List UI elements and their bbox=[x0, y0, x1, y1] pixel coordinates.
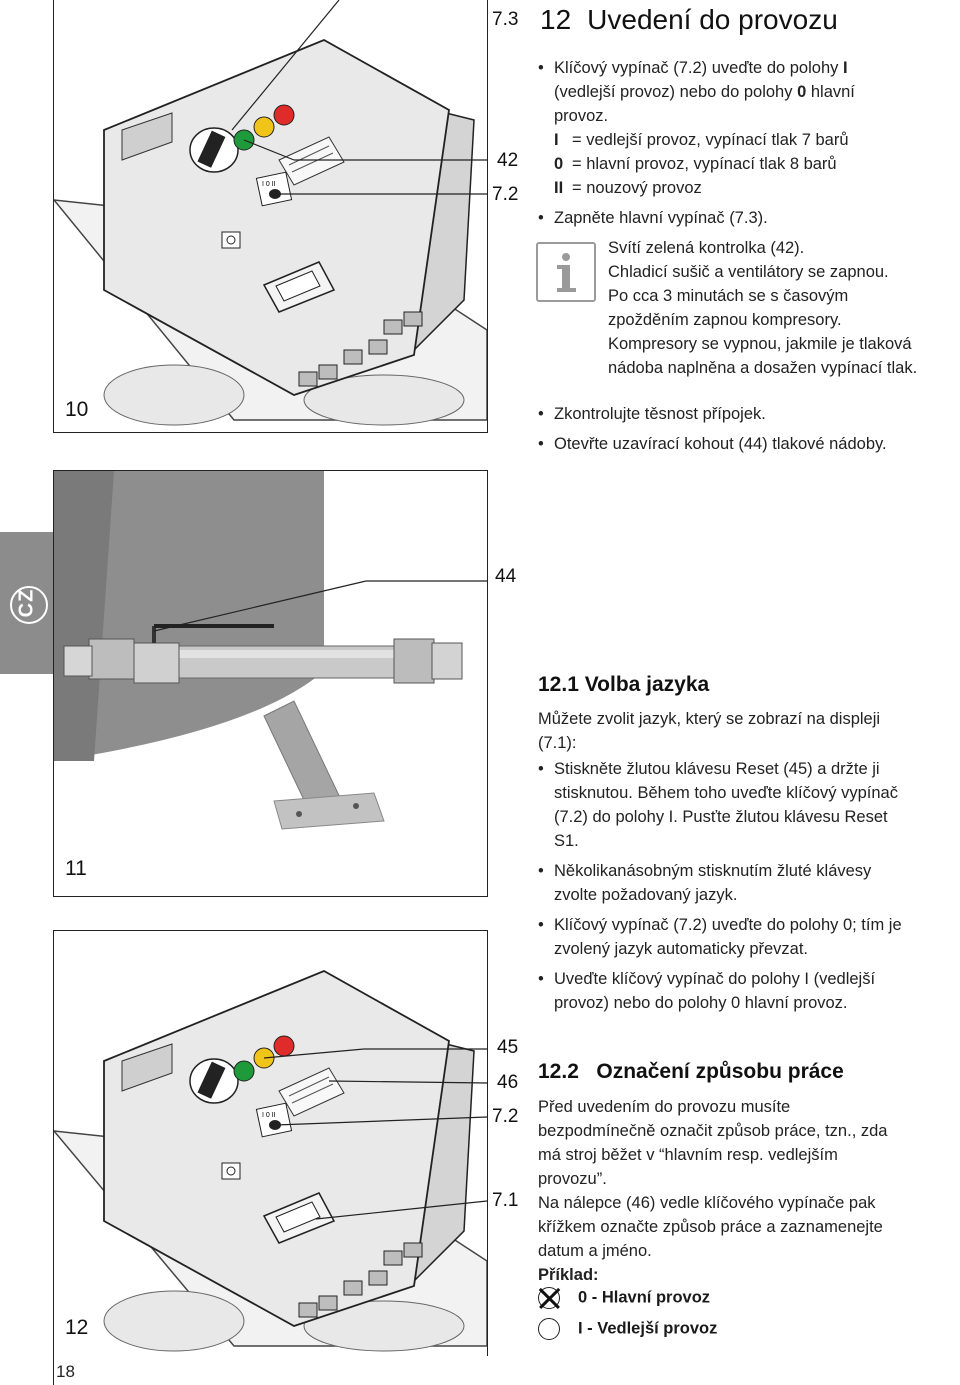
callout-7-2-top: 7.2 bbox=[492, 184, 519, 205]
bullet1-line3: provoz. bbox=[554, 107, 609, 125]
figure-11 bbox=[53, 470, 488, 897]
svg-text:I 0 II: I 0 II bbox=[262, 181, 276, 188]
tank-valve-photo bbox=[54, 471, 487, 896]
section-12-number: 12 bbox=[540, 4, 572, 35]
bullet1-key-i: I bbox=[842, 59, 848, 77]
bullet-key-switch bbox=[538, 56, 948, 200]
mode-row-0: 0 = hlavní provoz, vypínací tlak 8 barů bbox=[554, 155, 837, 173]
callout-7-2-bottom: 7.2 bbox=[492, 1106, 519, 1127]
page-number: 18 bbox=[56, 1362, 75, 1381]
bullet1-key-0: 0 bbox=[797, 83, 807, 101]
info-icon bbox=[536, 242, 596, 302]
figure-10-number: 10 bbox=[65, 398, 89, 421]
bullet1-line2: (vedlejší provoz) nebo do polohy bbox=[554, 83, 793, 101]
control-cabinet-illustration bbox=[54, 0, 487, 432]
bullet-main-switch: • Zapněte hlavní vypínač (7.3). bbox=[538, 206, 948, 230]
callout-7-1: 7.1 bbox=[492, 1190, 519, 1211]
bullet-reset-key: • Stiskněte žlutou klávesu Reset (45) a držte ji stisknutou. Během toho uveďte klíčový vypínač (7.2) do polohy I. Pusťte žlutou klávesu Reset S1. bbox=[538, 757, 953, 853]
mode-row-ii: II = nouzový provoz bbox=[554, 179, 702, 197]
section-12-title: Uvedení do provozu bbox=[587, 4, 838, 35]
section-12-heading bbox=[540, 4, 838, 36]
section-12-2-body: Před uvedením do provozu musíte bezpodmínečně označit způsob práce, tzn., zda má stroj běžet v “hlavním resp. vedlejším provozu”. Na nálepce (46) vedle klíčového vypínače pak křížkem označte způsob práce a zaznamenejte datum a jméno. Příklad: bbox=[538, 1095, 953, 1287]
section-12-body bbox=[538, 56, 948, 236]
section-12-body-2 bbox=[538, 402, 948, 462]
figure-12 bbox=[53, 930, 488, 1356]
section-12-2-title: Označení způsobu práce bbox=[596, 1060, 844, 1083]
section-12-1-body: Můžete zvolit jazyk, který se zobrazí na displeji (7.1): • Stiskněte žlutou klávesu Reset (45) a držte ji stisknutou. Během toho uveďte klíčový vypínač (7.2) do polohy I. Pusťte žlutou klávesu Reset S1. • Několikanásobným stisknutím žluté klávesy zvolte požadovaný jazyk. • Klíčový vypínač (7.2) uveďte do polohy 0; tím je zvolený jazyk automaticky převzat. • Uveďte klíčový vypínač do polohy I (vedlejší provoz) nebo do polohy 0 hlavní provoz. bbox=[538, 707, 953, 1021]
bullet-select-language: • Několikanásobným stisknutím žluté klávesy zvolte požadovaný jazyk. bbox=[538, 859, 953, 907]
bullet1-line1: Klíčový vypínač (7.2) uveďte do polohy bbox=[554, 59, 839, 77]
section-12-2-number: 12.2 bbox=[538, 1060, 579, 1083]
svg-text:I 0 II: I 0 II bbox=[262, 1112, 276, 1119]
control-cabinet-illustration-2 bbox=[54, 931, 487, 1356]
callout-45: 45 bbox=[497, 1037, 519, 1058]
language-side-tab bbox=[0, 532, 53, 674]
checked-circle-icon bbox=[538, 1287, 560, 1309]
info-note: Svítí zelená kontrolka (42). Chladicí sušič a ventilátory se zapnou. Po cca 3 minutách se s časovým zpožděním zapnou kompresory. Kompresory se vypnou, jakmile je tlaková nádoba naplněna a dosažen vypínací tlak. bbox=[608, 239, 918, 377]
section-12-1-heading: 12.1 Volba jazyka bbox=[538, 673, 710, 696]
figure-11-number: 11 bbox=[65, 857, 87, 880]
mode-list bbox=[554, 128, 948, 200]
example-main-mode: 0 - Hlavní provoz bbox=[538, 1287, 710, 1309]
callout-46: 46 bbox=[497, 1072, 519, 1093]
callout-7-3: 7.3 bbox=[492, 9, 519, 30]
callout-44: 44 bbox=[495, 566, 517, 587]
footer-rule bbox=[53, 1355, 54, 1385]
bullet-open-valve: • Otevřte uzavírací kohout (44) tlakové nádoby. bbox=[538, 432, 948, 456]
bullet-check-connections: • Zkontrolujte těsnost přípojek. bbox=[538, 402, 948, 426]
callout-42: 42 bbox=[497, 150, 519, 171]
figure-12-number: 12 bbox=[65, 1316, 89, 1339]
figure-10 bbox=[53, 0, 488, 433]
empty-circle-icon bbox=[538, 1318, 560, 1340]
language-tab-label: CZ bbox=[15, 588, 37, 618]
bullet-confirm-language: • Klíčový vypínač (7.2) uveďte do polohy 0; tím je zvolený jazyk automaticky převzat. bbox=[538, 913, 953, 961]
bullet-set-mode: • Uveďte klíčový vypínač do polohy I (vedlejší provoz) nebo do polohy 0 hlavní provoz. bbox=[538, 967, 953, 1015]
section-12-2-heading bbox=[538, 1060, 844, 1084]
example-label: Příklad: bbox=[538, 1266, 599, 1284]
mode-row-i: I = vedlejší provoz, vypínací tlak 7 barů bbox=[554, 131, 849, 149]
bullet1-tail: hlavní bbox=[810, 83, 855, 101]
example-side-mode: I - Vedlejší provoz bbox=[538, 1318, 717, 1340]
